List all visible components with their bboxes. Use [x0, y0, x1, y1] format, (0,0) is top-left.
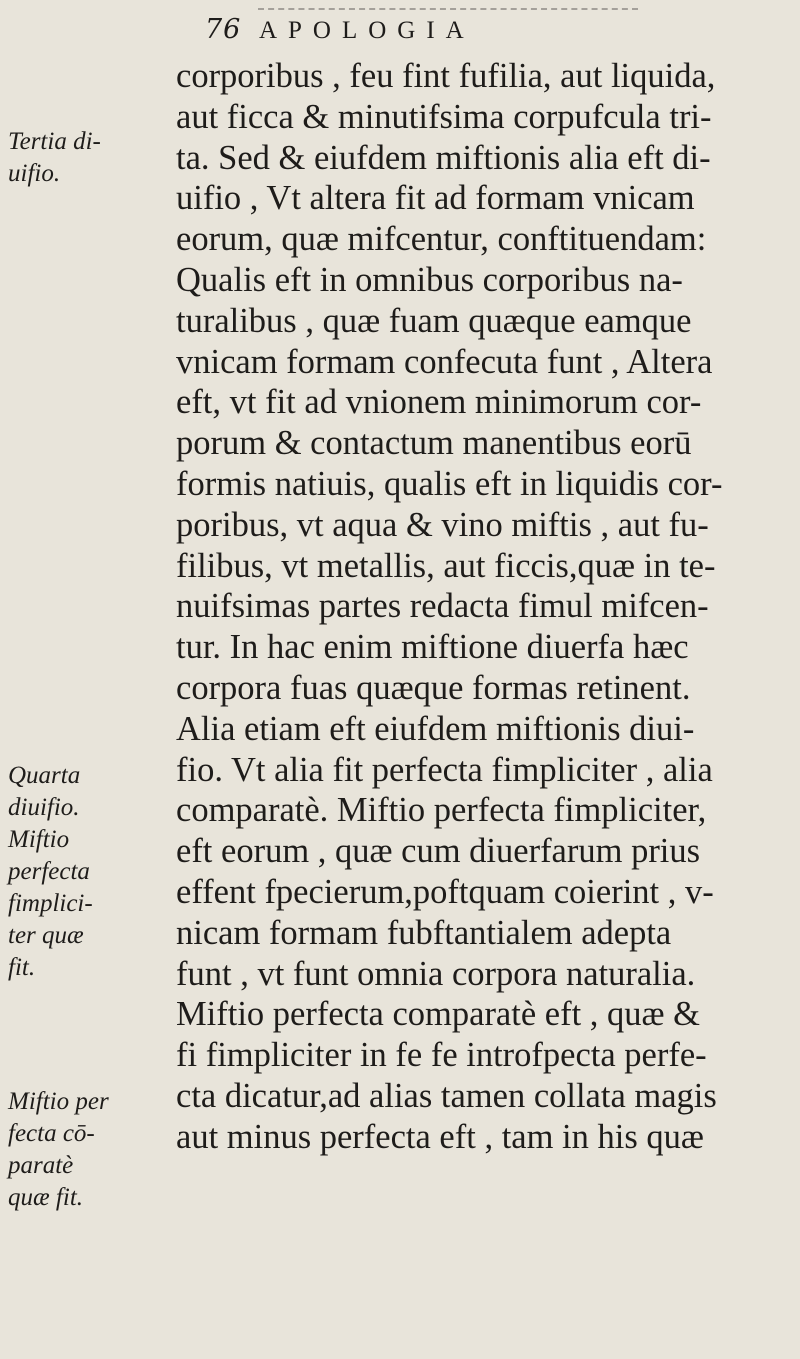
text-line: ta. Sed & eiufdem miftionis alia eft di- [176, 138, 711, 177]
text-line: aut minus perfecta eft , tam in his quæ [176, 1117, 704, 1156]
margin-note-line: Miftio [8, 826, 70, 853]
margin-note-line: fimplici- [8, 890, 93, 917]
margin-note-line: fecta cō- [8, 1120, 95, 1147]
text-line: porum & contactum manentibus eorū [176, 424, 692, 463]
text-line: vnicam formam confecuta funt , Altera [176, 342, 713, 381]
margin-note-line: quæ fit. [8, 1184, 84, 1211]
text-line: funt , vt funt omnia corpora naturalia. [176, 954, 696, 993]
text-line: cta dicatur,ad alias tamen collata magis [176, 1076, 717, 1115]
margin-note-line: paratè [8, 1152, 74, 1179]
text-line: Alia etiam eft eiufdem miftionis diui- [176, 709, 695, 748]
margin-note-line: fit. [8, 954, 36, 981]
margin-note-line: Tertia di- [8, 128, 101, 155]
text-line: effent fpecierum,poftquam coierint , v- [176, 872, 714, 911]
margin-note-line: ter quæ [8, 922, 84, 949]
margin-note-line: perfecta [8, 858, 90, 885]
text-line: Miftio perfecta comparatè eft , quæ & [176, 995, 701, 1034]
text-line: fio. Vt alia fit perfecta fimpliciter , alia [176, 750, 713, 789]
margin-note-quarta-diuisio [8, 760, 93, 984]
text-line: tur. In hac enim miftione diuerfa hæc [176, 628, 689, 667]
text-line: nuifsimas partes redacta fimul mifcen- [176, 587, 709, 626]
margin-note-mistio-comparate [8, 1086, 109, 1214]
text-line: eorum, quæ mifcentur, conftituendam: [176, 220, 707, 259]
text-line: eft eorum , quæ cum diuerfarum prius [176, 832, 701, 871]
text-line: filibus, vt metallis, aut ficcis,quæ in te- [176, 546, 716, 585]
text-line: corporibus , feu fint fufilia, aut liquida, [176, 57, 716, 95]
text-line: comparatè. Miftio perfecta fimpliciter, [176, 791, 707, 830]
text-line: eft, vt fit ad vnionem minimorum cor- [176, 383, 702, 422]
margin-note-line: Quarta [8, 762, 81, 789]
running-head: APOLOGIA [258, 17, 475, 44]
text-line: corpora fuas quæque formas retinent. [176, 668, 691, 707]
margin-note-tertia-diuisio [8, 126, 101, 190]
margin-note-line: Miftio per [8, 1088, 109, 1115]
text-line: fi fimpliciter in fe fe introfpecta perfe- [176, 1036, 707, 1075]
text-line: uifio , Vt altera fit ad formam vnicam [176, 179, 695, 218]
margin-note-line: uifio. [8, 160, 61, 187]
page-header [205, 14, 475, 45]
text-line: nicam formam fubftantialem adepta [176, 913, 672, 952]
page-top-rule [258, 8, 638, 10]
text-line: formis natiuis, qualis eft in liquidis cor- [176, 464, 723, 503]
page-number: 76 [205, 14, 242, 45]
text-line: turalibus , quæ fuam quæque eamque [176, 301, 692, 340]
text-line: aut ficca & minutifsima corpufcula tri- [176, 97, 712, 136]
text-line: poribus, vt aqua & vino miftis , aut fu- [176, 505, 709, 544]
margin-note-line: diuifio. [8, 794, 80, 821]
text-line: Qualis eft in omnibus corporibus na- [176, 260, 683, 299]
main-text-block [176, 56, 800, 1158]
